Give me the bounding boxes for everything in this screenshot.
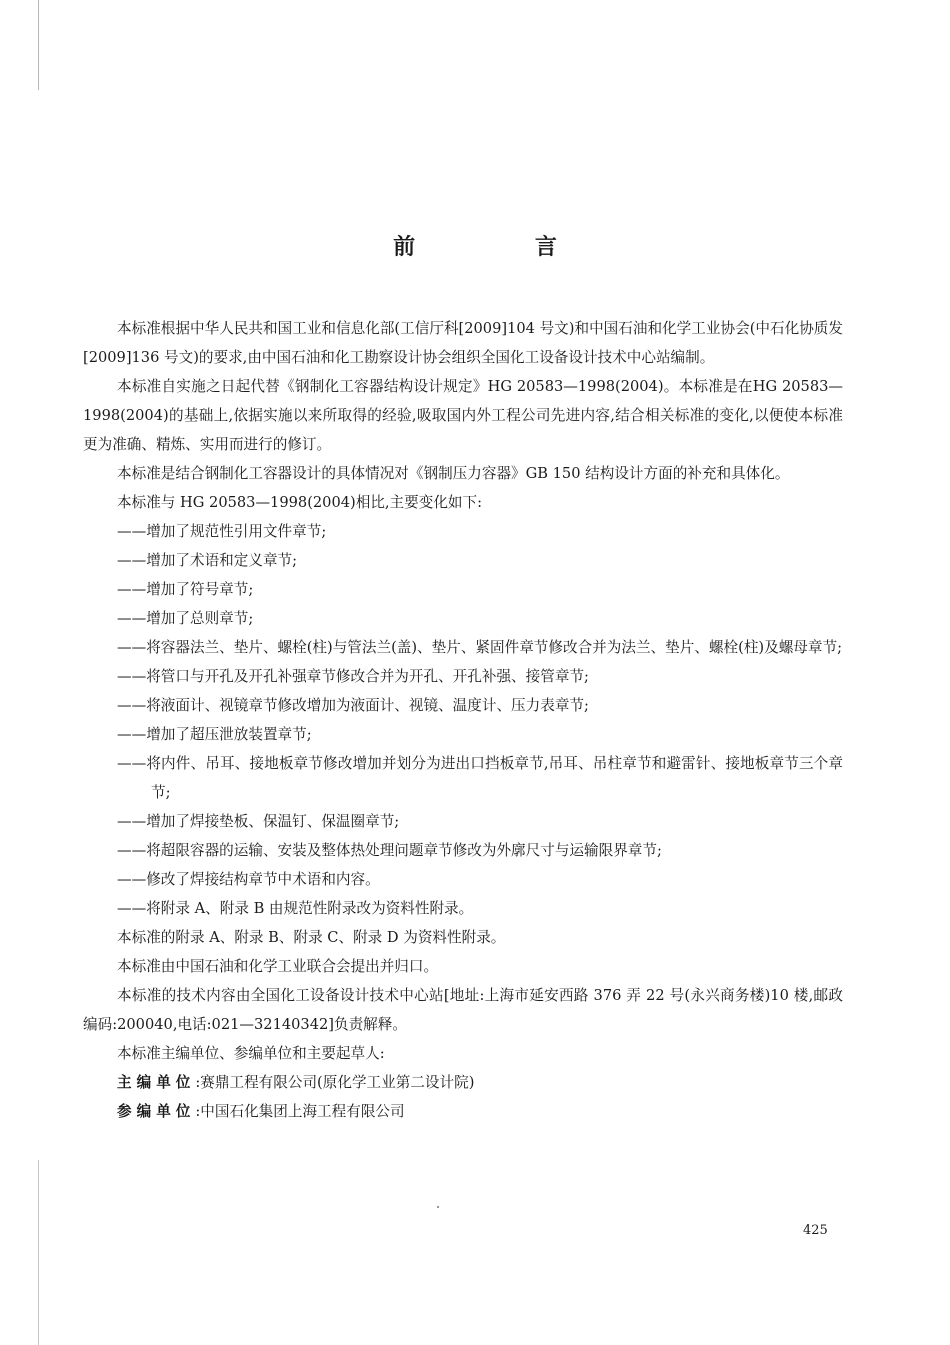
change-item: ——增加了术语和定义章节; xyxy=(117,552,298,569)
paragraph-proposer: 本标准由中国石油和化学工业联合会提出并归口。 xyxy=(117,958,439,975)
paragraph-scope: 本标准是结合钢制化工容器设计的具体情况对《钢制压力容器》GB 150 结构设计方面的补充和具体化。 xyxy=(117,465,790,482)
paragraph-drafters-intro: 本标准主编单位、参编单位和主要起草人: xyxy=(117,1045,385,1062)
scan-edge-line xyxy=(38,0,39,90)
change-item: ——将附录 A、附录 B 由规范性附录改为资料性附录。 xyxy=(117,900,474,917)
change-item: ——修改了焊接结构章节中术语和内容。 xyxy=(117,871,380,888)
page-title: 前 言 xyxy=(393,235,613,260)
paragraph-replacement: 本标准自实施之日起代替《钢制化工容器结构设计规定》HG 20583—1998(2004)。本标准是在HG 20583—1998(2004)的基础上,依据实施以来所取得的经验,吸取国内外工程公司先进内容,结合相关标准的变化,以便使本标准更为准确、精炼、实用而进行的修订。 xyxy=(83,378,843,453)
chief-unit-line xyxy=(83,1068,843,1097)
scan-edge-line xyxy=(38,1160,39,1345)
change-item: ——将超限容器的运输、安装及整体热处理问题章节修改为外廓尺寸与运输限界章节; xyxy=(117,842,662,859)
change-item: ——增加了总则章节; xyxy=(117,610,254,627)
page-number: 425 xyxy=(803,1223,828,1238)
change-item: ——增加了焊接垫板、保温钉、保温圈章节; xyxy=(117,813,400,830)
change-item: ——将管口与开孔及开孔补强章节修改合并为开孔、开孔补强、接管章节; xyxy=(117,668,589,685)
chief-unit-label: 主编单位 xyxy=(117,1074,196,1091)
participating-unit-line xyxy=(83,1097,843,1126)
paragraph-interpretation: 本标准的技术内容由全国化工设备设计技术中心站[地址:上海市延安西路 376 弄 22 号(永兴商务楼)10 楼,邮政编码:200040,电话:021—32140342]负责解释。 xyxy=(83,987,843,1033)
paragraph-appendix-note: 本标准的附录 A、附录 B、附录 C、附录 D 为资料性附录。 xyxy=(117,929,506,946)
change-item: ——将容器法兰、垫片、螺栓(柱)与管法兰(盖)、垫片、紧固件章节修改合并为法兰、垫片、螺栓(柱)及螺母章节; xyxy=(117,639,842,656)
scan-speck xyxy=(437,1206,439,1208)
participating-unit-value: :中国石化集团上海工程有限公司 xyxy=(195,1103,405,1120)
change-item: ——将内件、吊耳、接地板章节修改增加并划分为进出口挡板章节,吊耳、吊柱章节和避雷针、接地板章节三个章节; xyxy=(117,755,843,801)
change-item: ——增加了规范性引用文件章节; xyxy=(117,523,327,540)
paragraph-basis: 本标准根据中华人民共和国工业和信息化部(工信厅科[2009]104 号文)和中国石油和化学工业协会(中石化协质发[2009]136 号文)的要求,由中国石油和化工勘察设计协会组织全国化工设备设计技术中心站编制。 xyxy=(83,320,843,366)
participating-unit-label: 参编单位 xyxy=(117,1103,196,1120)
change-item: ——将液面计、视镜章节修改增加为液面计、视镜、温度计、压力表章节; xyxy=(117,697,589,714)
change-item: ——增加了超压泄放装置章节; xyxy=(117,726,312,743)
paragraph-changes-intro: 本标准与 HG 20583—1998(2004)相比,主要变化如下: xyxy=(117,494,483,511)
changes-list xyxy=(83,517,843,923)
document-body xyxy=(83,314,843,1126)
chief-unit-value: :赛鼎工程有限公司(原化学工业第二设计院) xyxy=(195,1074,475,1091)
change-item: ——增加了符号章节; xyxy=(117,581,254,598)
